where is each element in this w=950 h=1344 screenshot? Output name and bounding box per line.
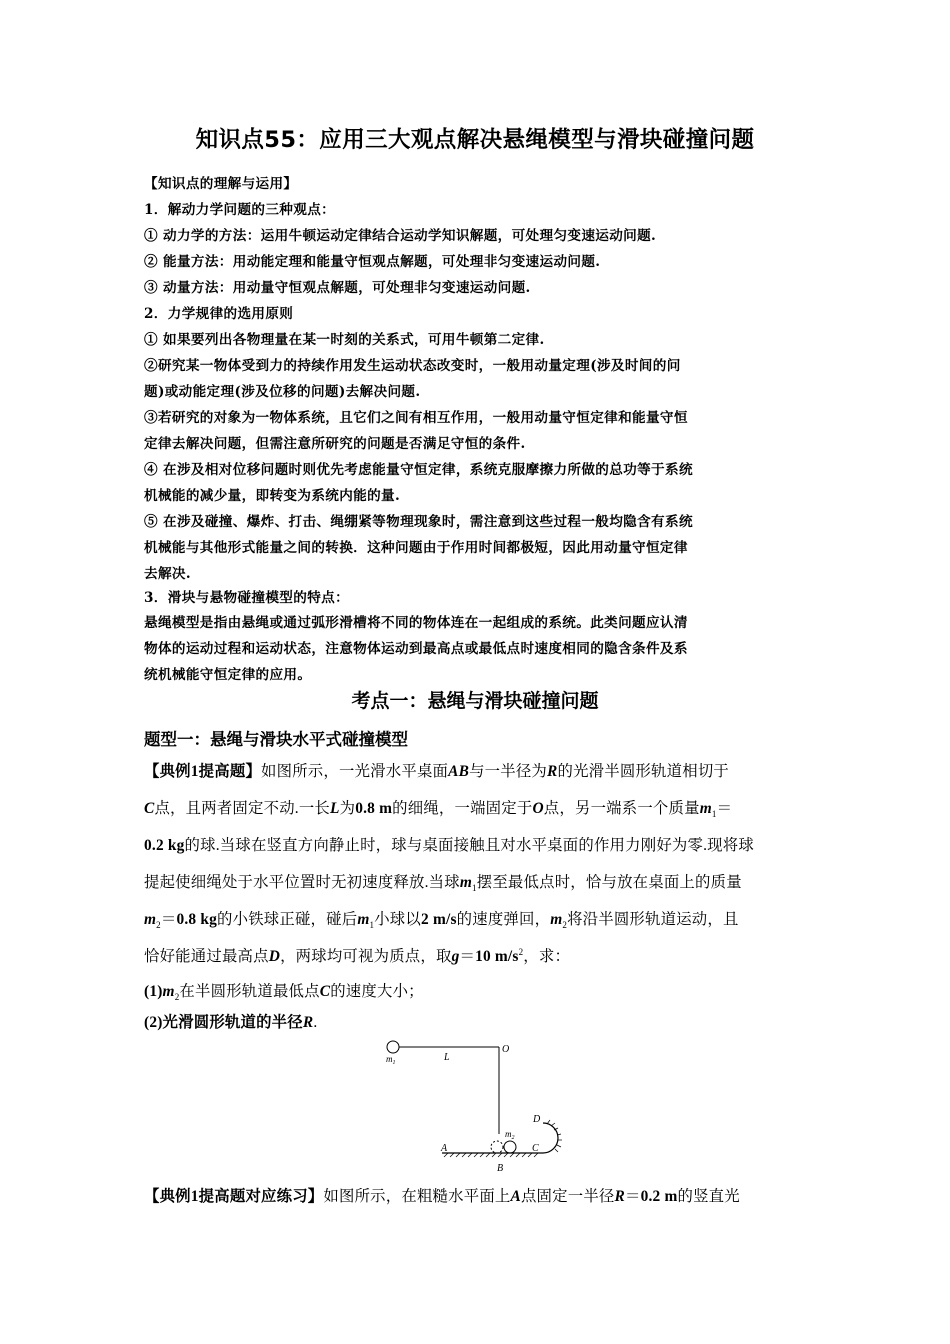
text: 的光滑半圆形轨道相切于 bbox=[557, 763, 729, 780]
symbol: m bbox=[144, 911, 157, 928]
text-line: 统机械能守恒定律的应用。 bbox=[144, 667, 312, 683]
label-C: C bbox=[532, 1143, 539, 1154]
symbol: R bbox=[547, 763, 558, 780]
subscript: 2 bbox=[174, 992, 180, 1003]
subscript: 1 bbox=[369, 920, 375, 931]
text: 提起使细绳处于水平位置时无初速度释放.当球 bbox=[144, 874, 460, 891]
text: ＝ bbox=[624, 1188, 641, 1205]
text-line: ① 动力学的方法：运用牛顿运动定律结合运动学知识解题，可处理匀变速运动问题. bbox=[144, 228, 657, 244]
value: 0.8 m bbox=[355, 800, 393, 817]
text: (1) bbox=[144, 983, 163, 1000]
value: 0.2 kg bbox=[144, 837, 185, 854]
ball-m1-lowest bbox=[491, 1141, 503, 1153]
text-line: 去解决. bbox=[144, 566, 191, 582]
example-line bbox=[144, 796, 809, 819]
symbol: R bbox=[614, 1188, 625, 1205]
text: 点固定一半径 bbox=[520, 1188, 615, 1205]
text-line: 2．力学规律的选用原则 bbox=[144, 306, 294, 322]
symbol: O bbox=[532, 800, 544, 817]
text: 的细绳，一端固定于 bbox=[392, 800, 533, 817]
symbol: L bbox=[330, 800, 340, 817]
type-title: 题型一：悬绳与滑块水平式碰撞模型 bbox=[144, 730, 408, 749]
text: (2)光滑圆形轨道的半径 bbox=[144, 1014, 303, 1031]
text-line: 1．解动力学问题的三种观点： bbox=[144, 202, 336, 218]
ball-m2 bbox=[504, 1141, 516, 1153]
text-line: ③若研究的对象为一物体系统，且它们之间有相互作用，一般用动量守恒定律和能量守恒 bbox=[144, 410, 688, 426]
symbol: D bbox=[268, 948, 281, 965]
value: 2 m/s bbox=[421, 911, 457, 928]
text: 与一半径为 bbox=[469, 763, 548, 780]
symbol: g bbox=[451, 948, 460, 965]
text: 的速度弹回， bbox=[456, 911, 551, 928]
subscript: 2 bbox=[156, 920, 161, 931]
text-line: ②研究某一物体受到力的持续作用发生运动状态改变时，一般用动量定理(涉及时间的问 bbox=[144, 358, 681, 374]
label-m2: $m_2$ bbox=[505, 1129, 515, 1141]
symbol: m bbox=[699, 800, 712, 817]
text: 的竖直光 bbox=[677, 1188, 740, 1205]
text: 如图所示，一光滑水平桌面 bbox=[261, 763, 449, 780]
value: 0.8 kg bbox=[176, 911, 218, 928]
text: 将沿半圆形轨道运动，且 bbox=[567, 911, 739, 928]
text-line: 题)或动能定理(涉及位移的问题)去解决问题. bbox=[144, 384, 421, 400]
question-2 bbox=[144, 1010, 809, 1032]
text: 点，另一端系一个质量 bbox=[543, 800, 700, 817]
example-line bbox=[144, 870, 809, 893]
text: 如图所示，在粗糙水平面上 bbox=[323, 1188, 511, 1205]
value: 10 m/s bbox=[475, 948, 519, 965]
text: ＝ bbox=[716, 800, 733, 817]
symbol: m bbox=[357, 911, 370, 928]
text: 点，且两者固定不动.一长 bbox=[154, 800, 331, 817]
example-line bbox=[144, 759, 809, 781]
question-1 bbox=[144, 979, 809, 1002]
text-line: 悬绳模型是指由悬绳或通过弧形滑槽将不同的物体连在一起组成的系统。此类问题应认清 bbox=[144, 615, 688, 631]
example-line bbox=[144, 907, 809, 930]
section-title: 考点一：悬绳与滑块碰撞问题 bbox=[351, 690, 599, 712]
label-O: O bbox=[502, 1044, 510, 1055]
text: 为 bbox=[339, 800, 356, 817]
label-L: L bbox=[444, 1052, 450, 1063]
semicircle-track bbox=[543, 1123, 558, 1153]
text-line: 物体的运动过程和运动状态，注意物体运动到最高点或最低点时速度相同的隐含条件及系 bbox=[144, 641, 688, 657]
text-line: ② 能量方法：用动能定理和能量守恒观点解题，可处理非匀变速运动问题. bbox=[144, 254, 601, 270]
symbol: m bbox=[162, 983, 175, 1000]
label-B: B bbox=[497, 1163, 504, 1174]
superscript: 2 bbox=[518, 946, 524, 957]
text: 的小铁球正碰，碰后 bbox=[217, 911, 358, 928]
label-A: A bbox=[441, 1143, 448, 1154]
symbol: AB bbox=[448, 763, 470, 780]
label-m1: $m_1$ bbox=[386, 1054, 396, 1066]
text-line: 机械能与其他形式能量之间的转换．这种问题由于作用时间都极短，因此用动量守恒定律 bbox=[144, 540, 688, 556]
text: ，两球均可视为质点，取 bbox=[280, 948, 452, 965]
text: ＝ bbox=[459, 948, 476, 965]
symbol: m bbox=[550, 911, 563, 928]
example-line bbox=[144, 833, 809, 855]
example-tag: 【典例1提高题】 bbox=[144, 763, 262, 780]
text-line: 3．滑块与悬物碰撞模型的特点： bbox=[144, 590, 350, 606]
text: ＝ bbox=[160, 911, 177, 928]
subscript: 2 bbox=[562, 920, 568, 931]
text: 小球以 bbox=[374, 911, 421, 928]
text-line: 定律去解决问题，但需注意所研究的问题是否满足守恒的条件. bbox=[144, 436, 526, 452]
page-title: 知识点55：应用三大观点解决悬绳模型与滑块碰撞问题 bbox=[195, 127, 755, 153]
ball-m1 bbox=[387, 1041, 399, 1053]
text-line: ⑤ 在涉及碰撞、爆炸、打击、绳绷紧等物理现象时，需注意到这些过程一般均隐含有系统 bbox=[144, 514, 693, 530]
text: 摆至最低点时，恰与放在桌面上的质量 bbox=[476, 874, 742, 891]
symbol: R bbox=[302, 1014, 314, 1031]
text: . bbox=[313, 1014, 318, 1031]
symbol: C bbox=[144, 800, 155, 817]
value: 0.2 m bbox=[640, 1188, 678, 1205]
text: ，求： bbox=[523, 948, 571, 965]
text-line: 机械能的减少量，即转变为系统内能的量. bbox=[144, 488, 401, 504]
text-line: ① 如果要列出各物理量在某一时刻的关系式，可用牛顿第二定律. bbox=[144, 332, 545, 348]
symbol: C bbox=[319, 983, 331, 1000]
knowledge-heading: 【知识点的理解与运用】 bbox=[144, 176, 298, 192]
text-line: ④ 在涉及相对位移问题时则优先考虑能量守恒定律，系统克服摩擦力所做的总功等于系统 bbox=[144, 462, 693, 478]
subscript: 1 bbox=[711, 809, 717, 820]
practice-tag: 【典例1提高题对应练习】 bbox=[144, 1188, 324, 1205]
pendulum-collision-figure bbox=[380, 1034, 580, 1180]
text-line: ③ 动量方法：用动量守恒观点解题，可处理非匀变速运动问题. bbox=[144, 280, 531, 296]
text: 恰好能通过最高点 bbox=[144, 948, 269, 965]
symbol: A bbox=[510, 1188, 521, 1205]
label-D: D bbox=[533, 1114, 541, 1125]
subscript: 1 bbox=[472, 883, 477, 894]
example-line bbox=[144, 944, 809, 966]
text: 的球.当球在竖直方向静止时，球与桌面接触且对水平桌面的作用力刚好为零.现将球 bbox=[184, 837, 754, 854]
text: 的速度大小； bbox=[330, 983, 424, 1000]
symbol: m bbox=[459, 874, 473, 891]
practice-line bbox=[144, 1184, 809, 1206]
text: 在半圆形轨道最低点 bbox=[179, 983, 320, 1000]
